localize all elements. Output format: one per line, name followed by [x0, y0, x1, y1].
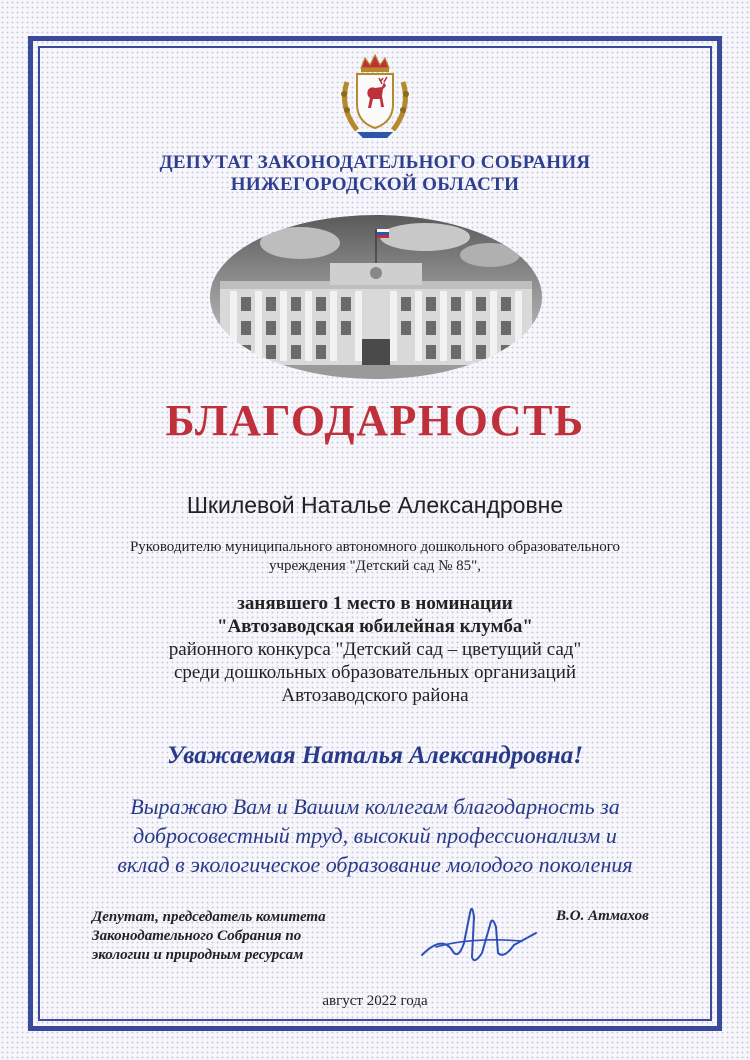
building-photo: [210, 215, 542, 379]
signatory-title-line3: экологии и природным ресурсам: [92, 947, 304, 963]
signature-image: [412, 895, 542, 970]
issuer-heading-line1: ДЕПУТАТ ЗАКОНОДАТЕЛЬНОГО СОБРАНИЯ: [159, 152, 591, 173]
message-line1: Выражаю Вам и Вашим коллегам благодарность за: [130, 794, 620, 819]
achievement-line2: "Автозаводская юбилейная клумба": [217, 616, 533, 637]
signatory-name: В.О. Атмахов: [556, 908, 649, 924]
issue-date: август 2022 года: [322, 993, 428, 1009]
achievement-line4: среди дошкольных образовательных организаций: [173, 662, 577, 683]
achievement-line1: занявшего 1 место в номинации: [237, 593, 513, 614]
message-line2: добросовестный труд, высокий профессионализм и: [133, 823, 617, 848]
achievement-text: [0, 592, 750, 707]
achievement-line5: Автозаводского района: [281, 685, 469, 706]
position-line1: Руководителю муниципального автономного дошкольного образовательного: [129, 539, 621, 555]
coat-of-arms-icon: [335, 52, 415, 142]
signatory-title: [92, 908, 402, 965]
position-line2: учреждения "Детский сад № 85",: [268, 558, 482, 574]
signatory-title-line1: Депутат, председатель комитета: [92, 909, 326, 925]
issuer-heading: [0, 152, 750, 196]
document-title: БЛАГОДАРНОСТЬ: [165, 396, 585, 445]
issuer-heading-line2: НИЖЕГОРОДСКОЙ ОБЛАСТИ: [230, 174, 520, 195]
recipient-position: [80, 538, 670, 576]
recipient-name: Шкилевой Наталье Александровне: [186, 492, 564, 518]
signatory-title-line2: Законодательного Собрания по: [92, 928, 302, 944]
gratitude-message: [0, 792, 750, 879]
greeting: Уважаемая Наталья Александровна!: [166, 742, 584, 769]
achievement-line3: районного конкурса "Детский сад – цветущий сад": [168, 639, 582, 660]
message-line3: вклад в экологическое образование молодого поколения: [117, 852, 633, 877]
